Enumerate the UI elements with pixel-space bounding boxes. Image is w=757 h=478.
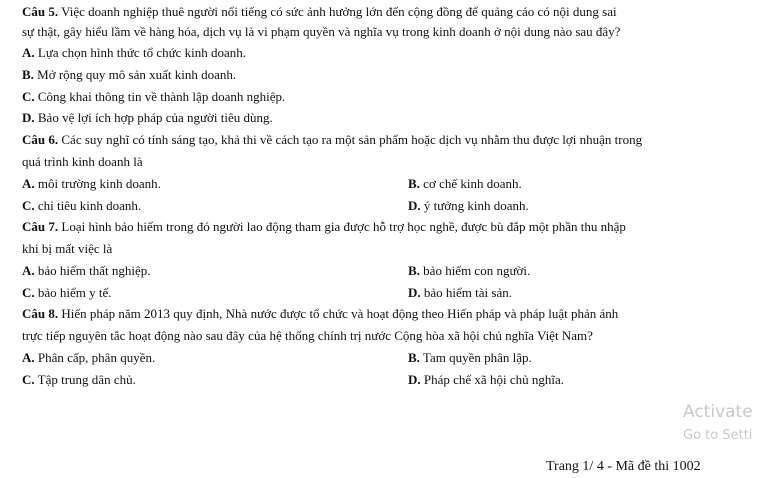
option-label: A. — [22, 263, 35, 278]
q8-option-d — [408, 372, 564, 388]
option-text: Công khai thông tin về thành lập doanh nghiệp. — [34, 89, 286, 104]
q5-option-c — [22, 89, 285, 105]
option-text: Phân cấp, phân quyền. — [34, 350, 156, 365]
option-text: bảo hiểm y tế. — [34, 285, 112, 300]
q6-option-b — [408, 176, 522, 192]
option-text: bảo hiểm thất nghiệp. — [34, 263, 151, 278]
option-label: D. — [408, 372, 421, 387]
option-label: D. — [408, 198, 421, 213]
option-label: D. — [22, 110, 35, 125]
q8-stem-line1 — [22, 306, 618, 322]
q8-option-b — [408, 350, 532, 366]
option-text: Pháp chế xã hội chủ nghĩa. — [420, 372, 564, 387]
option-label: A. — [22, 45, 35, 60]
q8-stem-line2: trực tiếp nguyên tắc hoạt động nào sau đây của hệ thống chính trị nước Cộng hòa xã hội chủ nghĩa Việt Nam? — [22, 328, 593, 343]
q5-text-1: Việc doanh nghiệp thuê người nổi tiếng có sức ảnh hưởng lớn đến cộng đồng để quảng cáo có nội dung sai — [58, 4, 617, 19]
q6-stem-line2: quá trình kinh doanh là — [22, 154, 143, 169]
option-text: ý tưởng kinh doanh. — [420, 198, 529, 213]
q6-label: Câu 6. — [22, 132, 59, 147]
option-text: môi trường kinh doanh. — [34, 176, 161, 191]
option-text: bảo hiểm con người. — [419, 263, 531, 278]
q6-option-d — [408, 198, 529, 214]
q6-option-a — [22, 176, 161, 192]
q6-stem-line1 — [22, 132, 642, 148]
q7-stem-line2: khi bị mất việc là — [22, 241, 113, 256]
q8-option-c — [22, 372, 136, 388]
option-label: B. — [22, 67, 34, 82]
option-label: B. — [408, 263, 420, 278]
q7-option-b — [408, 263, 530, 279]
option-text: Mở rộng quy mô sản xuất kinh doanh. — [33, 67, 237, 82]
q5-label: Câu 5. — [22, 4, 59, 19]
option-label: A. — [22, 350, 35, 365]
option-label: C. — [22, 89, 35, 104]
option-text: Tập trung dân chủ. — [34, 372, 136, 387]
option-text: Bảo vệ lợi ích hợp pháp của người tiêu dùng. — [34, 110, 273, 125]
option-label: D. — [408, 285, 421, 300]
option-label: C. — [22, 198, 35, 213]
option-label: A. — [22, 176, 35, 191]
q6-option-c — [22, 198, 141, 214]
option-label: B. — [408, 350, 420, 365]
q7-label: Câu 7. — [22, 219, 59, 234]
q5-option-d — [22, 110, 273, 126]
option-text: cơ chế kinh doanh. — [419, 176, 522, 191]
q7-option-a — [22, 263, 151, 279]
activation-watermark-title: Activate — [683, 402, 753, 422]
option-text: Tam quyền phân lập. — [419, 350, 532, 365]
option-text: Lựa chọn hình thức tổ chức kinh doanh. — [34, 45, 247, 60]
q7-option-d — [408, 285, 512, 301]
option-text: chỉ tiêu kinh doanh. — [34, 198, 142, 213]
q8-option-a — [22, 350, 155, 366]
q7-text-1: Loại hình bảo hiểm trong đó người lao động tham gia được hỗ trợ học nghề, được bù đắp một phần thu nhập — [58, 219, 626, 234]
q8-label: Câu 8. — [22, 306, 59, 321]
q8-text-1: Hiến pháp năm 2013 quy định, Nhà nước được tổ chức và hoạt động theo Hiến pháp và pháp luật phản ánh — [58, 306, 619, 321]
option-label: C. — [22, 285, 35, 300]
page-footer: Trang 1/ 4 - Mã đề thi 1002 — [546, 459, 701, 474]
option-label: C. — [22, 372, 35, 387]
q6-text-1: Các suy nghĩ có tính sáng tạo, khả thi về cách tạo ra một sản phẩm hoặc dịch vụ nhằm thu được lợi nhuận trong — [58, 132, 643, 147]
option-text: bảo hiểm tài sản. — [420, 285, 512, 300]
q5-stem-line2: sự thật, gây hiểu lầm về hàng hóa, dịch vụ là vi phạm quyền và nghĩa vụ trong kinh doanh ở nội dung nào sau đây? — [22, 24, 621, 39]
option-label: B. — [408, 176, 420, 191]
q5-option-b — [22, 67, 236, 83]
q7-option-c — [22, 285, 112, 301]
activation-watermark-subtitle: Go to Setti — [683, 428, 753, 443]
q5-option-a — [22, 45, 246, 61]
q5-stem-line1 — [22, 4, 617, 20]
q7-stem-line1 — [22, 219, 626, 235]
